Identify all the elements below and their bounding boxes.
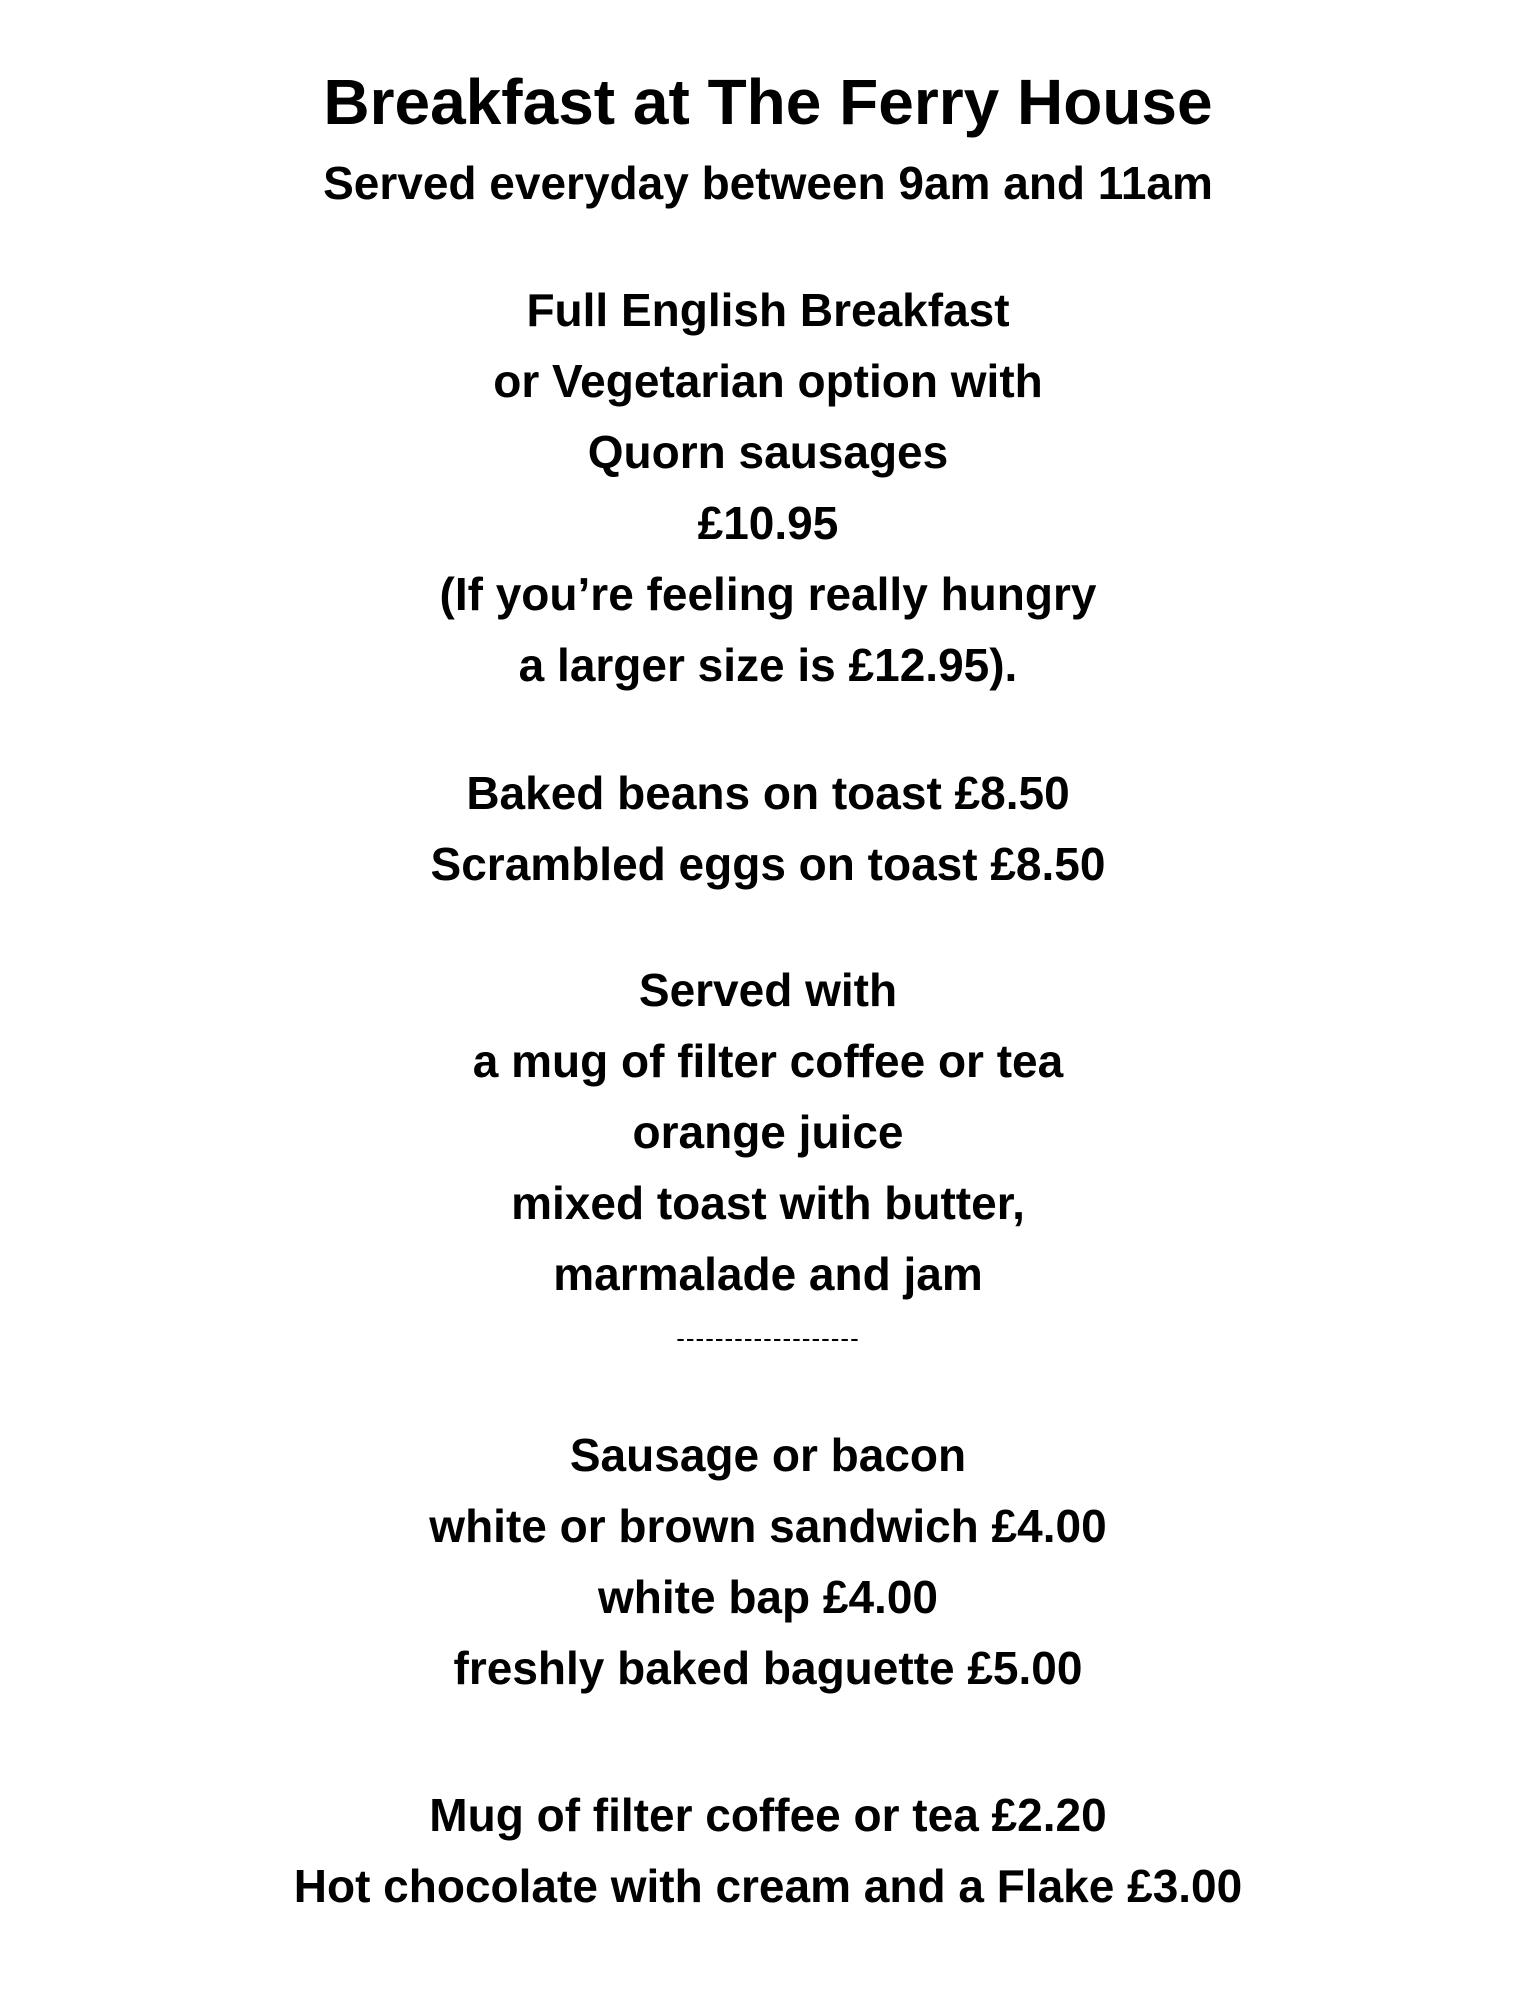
on-toast-section <box>0 758 1536 900</box>
drinks-section <box>0 1780 1536 1922</box>
menu-line: mixed toast with butter, <box>511 1177 1025 1229</box>
menu-line: Hot chocolate with cream and a Flake £3.00 <box>293 1860 1243 1912</box>
menu-line: a larger size is £12.95). <box>518 639 1018 691</box>
menu-line: or Vegetarian option with <box>493 355 1043 407</box>
page-title: Breakfast at The Ferry House <box>323 66 1213 138</box>
menu-line: Baked beans on toast £8.50 <box>466 767 1070 819</box>
menu-line: freshly baked baguette £5.00 <box>453 1642 1083 1694</box>
section-divider: ------------------- <box>676 1323 860 1353</box>
serving-hours: Served everyday between 9am and 11am <box>323 157 1213 209</box>
sandwiches-section <box>0 1420 1536 1704</box>
full-english-section <box>0 275 1536 701</box>
menu-line: Mug of filter coffee or tea £2.20 <box>429 1789 1107 1841</box>
menu-line: (If you’re feeling really hungry <box>439 568 1097 620</box>
menu-line: white or brown sandwich £4.00 <box>429 1500 1107 1552</box>
menu-line: Quorn sausages <box>587 426 949 478</box>
menu-line: Scrambled eggs on toast £8.50 <box>430 838 1106 890</box>
menu-line: a mug of filter coffee or tea <box>472 1035 1064 1087</box>
menu-line: white bap £4.00 <box>597 1571 938 1623</box>
menu-line: orange juice <box>632 1106 904 1158</box>
served-with-section <box>0 955 1536 1310</box>
menu-line: Full English Breakfast <box>526 284 1010 336</box>
menu-price: £10.95 <box>697 497 839 549</box>
menu-line: marmalade and jam <box>553 1248 983 1300</box>
menu-line: Sausage or bacon <box>569 1429 967 1481</box>
menu-line: Served with <box>638 964 898 1016</box>
